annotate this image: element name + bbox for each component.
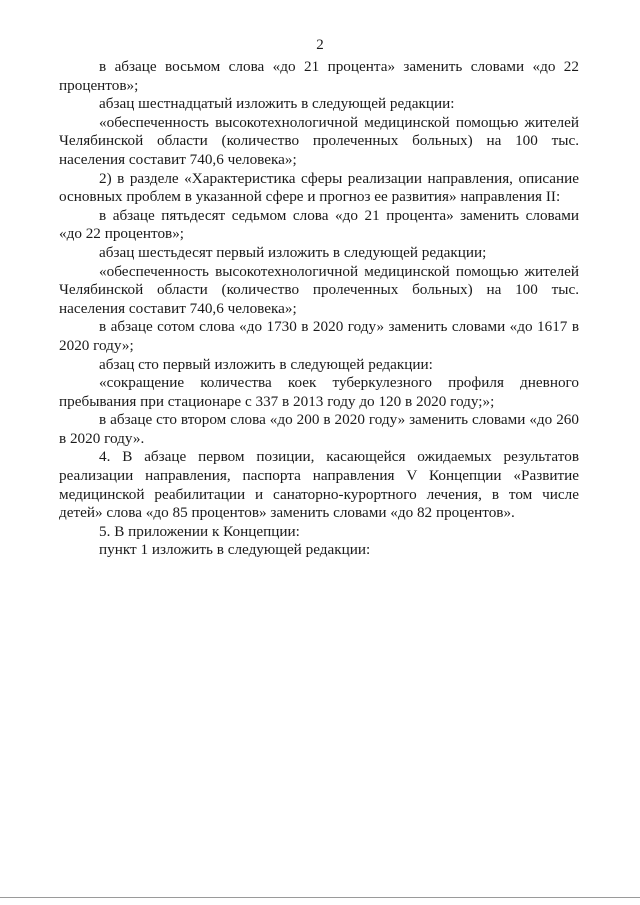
paragraph: «обеспеченность высокотехнологичной медицинской помощью жителей Челябинской области (количество пролеченных больных) на 100 тыс. населения составит 740,6 человека»; <box>59 113 579 168</box>
paragraph: пункт 1 изложить в следующей редакции: <box>99 541 371 559</box>
paragraph: в абзаце сто втором слова «до 200 в 2020 году» заменить словами «до 260 в 2020 году». <box>59 411 579 447</box>
page-number: 2 <box>316 37 324 53</box>
paragraph: абзац сто первый изложить в следующей редакции: <box>99 355 433 373</box>
paragraph: в абзаце пятьдесят седьмом слова «до 21 процента» заменить словами «до 22 процентов»; <box>59 206 579 243</box>
paragraph: в абзаце сотом слова «до 1730 в 2020 году» заменить словами «до 1617 в 2020 году»; <box>59 318 579 354</box>
paragraph: «обеспеченность высокотехнологичной медицинской помощью жителей Челябинской области (количество пролеченных больных) на 100 тыс. населения составит 740,6 человека»; <box>59 262 579 317</box>
paragraph: абзац шестнадцатый изложить в следующей редакции: <box>99 95 455 113</box>
paragraph: 4. В абзаце первом позиции, касающейся ожидаемых результатов реализации направления, паспорта направления V Концепции «Развитие медицинской реабилитации и санаторно-курортного лечения, в том числе детей» слова «до 85 процентов» заменить словами «до 82 процентов». <box>59 448 579 522</box>
scan-edge-line <box>0 897 640 898</box>
paragraph: абзац шестьдесят первый изложить в следующей редакции; <box>99 243 487 261</box>
paragraph: в абзаце восьмом слова «до 21 процента» заменить словами «до 22 процентов»; <box>59 58 579 94</box>
paragraph: «сокращение количества коек туберкулезного профиля дневного пребывания при стационаре с 337 в 2013 году до 120 в 2020 году;»; <box>59 374 579 410</box>
paragraph: 5. В приложении к Концепции: <box>99 522 300 540</box>
paragraph: 2) в разделе «Характеристика сферы реализации направления, описание основных проблем в указанной сфере и прогноз ее развития» направления II: <box>59 169 579 206</box>
document-body <box>59 58 579 560</box>
